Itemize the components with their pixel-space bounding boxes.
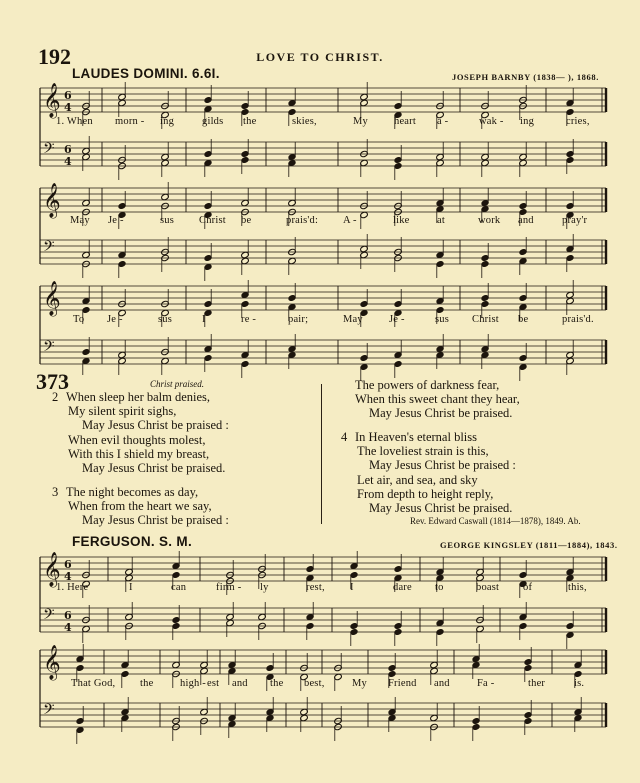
bass-clef-icon: 𝄢: [43, 338, 55, 359]
lyric-syllable: Je -: [107, 314, 123, 325]
tune-name-laudes-domini: LAUDES DOMINI. 6.6I.: [72, 66, 220, 81]
hymn-number: 373: [36, 369, 69, 394]
column-divider: [321, 384, 322, 524]
lyric-syllable: the: [243, 116, 257, 127]
lyric-syllable: May: [343, 314, 363, 325]
time-signature: 6: [64, 558, 72, 571]
lyric-syllable: skies,: [292, 116, 317, 127]
composer-barnby: JOSEPH BARNBY (1838— ), 1868.: [452, 72, 599, 82]
lyric-syllable: this,: [568, 582, 587, 593]
lyric-syllable: ly: [260, 582, 269, 593]
treble-clef-icon: 𝄞: [43, 645, 61, 680]
lyric-syllable: to: [435, 582, 444, 593]
hymn-subtitle: Christ praised.: [150, 379, 205, 389]
treble-clef-icon: 𝄞: [43, 281, 61, 316]
verse-4: 4 In Heaven's eternal bliss The loveliest strain is this, May Jesus Christ be praised : Let air, and sea, and sky From depth to height reply, May Jesus Christ be praised.: [341, 430, 516, 516]
lyric-syllable: heart: [394, 116, 416, 127]
time-signature: 4: [64, 621, 72, 634]
verse-3: 3 The night becomes as day, When from the heart we say, May Jesus Christ be praised :: [52, 485, 229, 528]
composer-kingsley: GEORGE KINGSLEY (1811—1884), 1843.: [440, 540, 618, 550]
lyric-syllable: can: [171, 582, 187, 593]
lyric-syllable: sus: [160, 215, 175, 226]
lyric-syllable: of: [523, 582, 533, 593]
verse-number: 2: [52, 390, 59, 404]
lyric-syllable: rest,: [306, 582, 325, 593]
lyric-syllable: be: [518, 314, 529, 325]
lyric-syllable: I: [202, 314, 206, 325]
verse-3-continued: The powers of darkness fear, When this sweet chant they hear, May Jesus Christ be praised.: [355, 378, 520, 421]
bass-clef-icon: 𝄢: [43, 701, 55, 722]
bass-clef-icon: 𝄢: [43, 238, 55, 259]
lyric-syllable: Je -: [108, 215, 124, 226]
lyric-syllable: the: [140, 678, 154, 689]
lyric-syllable: boast: [476, 582, 500, 593]
lyric-syllable: A -: [343, 215, 357, 226]
bass-clef-icon: 𝄢: [43, 606, 55, 627]
lyric-syllable: 1. Here: [56, 582, 89, 593]
lyric-syllable: I: [350, 582, 354, 593]
lyric-syllable: sus: [158, 314, 173, 325]
lyric-syllable: prais'd:: [286, 215, 319, 226]
time-signature: 6: [64, 143, 72, 156]
lyric-syllable: 1. When: [56, 116, 93, 127]
bass-clef-icon: 𝄢: [43, 140, 55, 161]
lyric-syllable: work: [478, 215, 501, 226]
lyric-syllable: dare: [393, 582, 412, 593]
lyric-syllable: est: [207, 678, 220, 689]
lyric-syllable: To: [73, 314, 85, 325]
lyric-syllable: pray'r: [562, 215, 588, 226]
lyric-syllable: Christ: [472, 314, 499, 325]
lyric-syllable: prais'd.: [562, 314, 594, 325]
lyric-syllable: high -: [180, 678, 206, 689]
page-number: 192: [38, 44, 71, 69]
lyric-syllable: ing: [160, 116, 175, 127]
verse-number: 3: [52, 485, 59, 499]
lyric-syllable: wak -: [479, 116, 504, 127]
time-signature: 4: [64, 155, 72, 168]
time-signature: 4: [64, 101, 72, 114]
lyric-syllable: and: [434, 678, 450, 689]
time-signature: 4: [64, 570, 72, 583]
lyric-syllable: Christ: [199, 215, 226, 226]
lyric-syllable: best,: [304, 678, 325, 689]
time-signature: 6: [64, 609, 72, 622]
lyric-syllable: ther: [528, 678, 546, 689]
time-signature: 6: [64, 89, 72, 102]
lyric-syllable: My: [352, 678, 367, 689]
lyric-syllable: the: [270, 678, 284, 689]
lyric-syllable: ing: [520, 116, 535, 127]
lyric-syllable: a -: [437, 116, 449, 127]
lyric-syllable: My: [353, 116, 368, 127]
verse-number: 4: [341, 430, 348, 444]
lyric-syllable: be: [241, 215, 252, 226]
hymn-author: Rev. Edward Caswall (1814—1878), 1849. Ab.: [410, 516, 581, 526]
lyric-syllable: at: [437, 215, 445, 226]
lyric-syllable: and: [518, 215, 534, 226]
lyric-syllable: like: [393, 215, 410, 226]
lyric-syllable: That God,: [71, 678, 116, 689]
treble-clef-icon: 𝄞: [43, 552, 61, 587]
lyric-syllable: re -: [241, 314, 257, 325]
tune-name-ferguson: FERGUSON. S. M.: [72, 534, 193, 549]
treble-clef-icon: 𝄞: [43, 183, 61, 218]
lyric-syllable: sus: [435, 314, 450, 325]
treble-clef-icon: 𝄞: [43, 83, 61, 118]
lyric-syllable: firm -: [216, 582, 242, 593]
lyric-syllable: morn -: [115, 116, 145, 127]
lyric-syllable: is.: [574, 678, 585, 689]
verse-2: 2 When sleep her balm denies, My silent spirit sighs, May Jesus Christ be praised : When evil thoughts molest, With this I shield my breast, May Jesus Christ be praised.: [52, 390, 229, 476]
lyric-syllable: Je -: [389, 314, 405, 325]
lyric-syllable: and: [232, 678, 248, 689]
lyric-syllable: Friend: [388, 678, 417, 689]
lyric-syllable: gilds: [202, 116, 224, 127]
lyric-syllable: I: [129, 582, 133, 593]
lyric-syllable: cries,: [566, 116, 590, 127]
running-head: LOVE TO CHRIST.: [256, 50, 384, 64]
lyric-syllable: pair;: [288, 314, 309, 325]
lyric-syllable: May: [70, 215, 90, 226]
lyric-syllable: Fa -: [477, 678, 495, 689]
